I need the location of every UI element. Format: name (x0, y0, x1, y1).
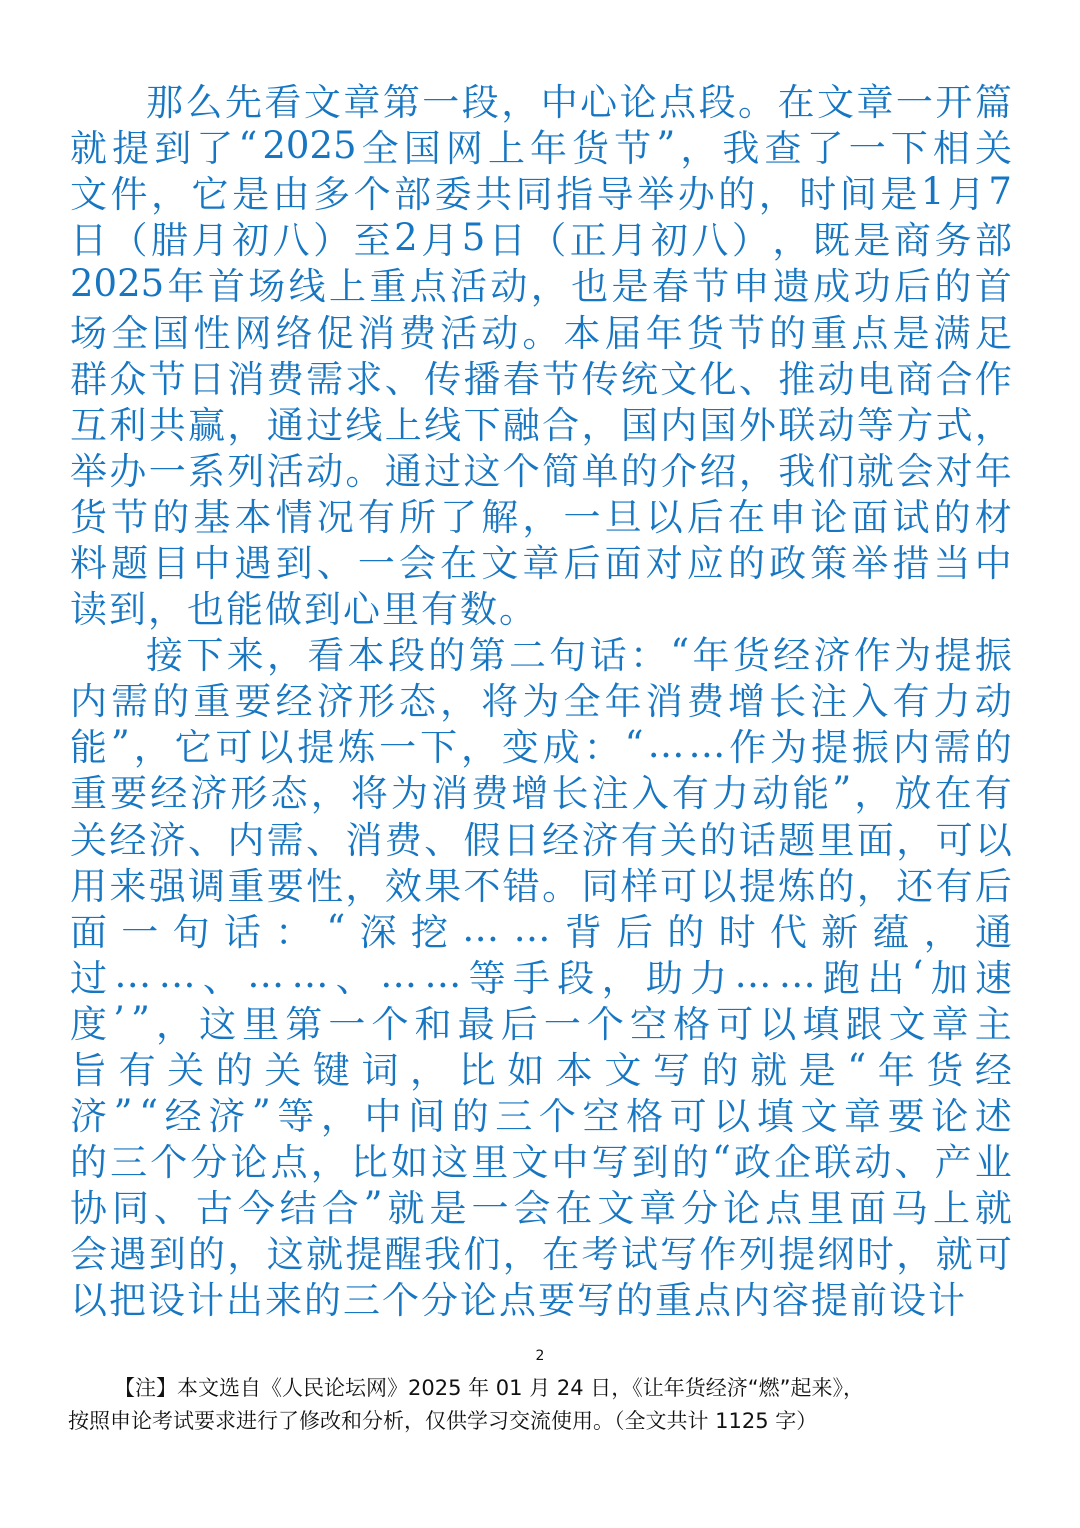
text-line: 旨 有 关 的 关 键 词 ， 比 如 本 文 写 的 就 是 “ 年 货 经 (70, 1045, 1012, 1093)
text-line: 以 把 设 计 出 来 的 三 个 分 论 点 要 写 的 重 点 内 容 提 前 设 计 (70, 1279, 967, 1323)
text-line: 关 经 济 、 内 需 、 消 费 、 假 日 经 济 有 关 的 话 题 里 面 ， 可 以 (70, 818, 1012, 862)
paragraph-central-argument (70, 76, 1012, 632)
text-line: 过 … … 、 … … 、 … … 等 手 段 ， 助 力 … … 跑 出 ‘ 加 速 (70, 953, 1012, 1000)
text-line: 的 三 个 分 论 点 ， 比 如 这 里 文 中 写 到 的 “ 政 企 联 动 、 产 业 (70, 1137, 1012, 1185)
text-line: 读 到 ， 也 能 做 到 心 里 有 数 。 (70, 588, 538, 632)
text-line: 接 下 来 ， 看 本 段 的 第 二 句 话 ： “ 年 货 经 济 作 为 提 振 (146, 630, 1012, 678)
source-note-line-2: 按照申论考试要求进行了修改和分析，仅供学习交流使用。（全文共计 1125 字） (68, 1409, 818, 1433)
text-line: 场 全 国 性 网 络 促 消 费 活 动 。 本 届 年 货 节 的 重 点 是 满 足 (70, 311, 1012, 355)
text-line: 济 ” “ 经 济 ” 等 ， 中 间 的 三 个 空 格 可 以 填 文 章 要 论 述 (70, 1091, 1012, 1139)
source-note (68, 1372, 1012, 1438)
text-line: 用 来 强 调 重 要 性 ， 效 果 不 错 。 同 样 可 以 提 炼 的 ， 还 有 后 (70, 864, 1012, 908)
article-analysis-text (70, 76, 1012, 1321)
text-line: 举 办 一 系 列 活 动 。 通 过 这 个 简 单 的 介 绍 ， 我 们 就 会 对 年 (70, 449, 1012, 493)
text-line: 会 遇 到 的 ， 这 就 提 醒 我 们 ， 在 考 试 写 作 列 提 纲 时 ， 就 可 (70, 1233, 1012, 1277)
source-note-line-1: 【注】本文选自《人民论坛网》2025 年 01 月 24 日，《让年货经济“燃”起来》， (114, 1376, 865, 1400)
text-line: 那 么 先 看 文 章 第 一 段 ， 中 心 论 点 段 。 在 文 章 一 开 篇 (146, 81, 1012, 125)
text-line: 货 节 的 基 本 情 况 有 所 了 解 ， 一 旦 以 后 在 申 论 面 试 的 材 (70, 495, 1012, 539)
paragraph-second-sentence (70, 629, 1012, 1323)
text-line: 日 （ 腊 月 初 八 ） 至 2 月 5 日 （ 正 月 初 八 ） ， 既 是 商 务 部 (70, 215, 1012, 263)
text-line: 度 ’ ” ， 这 里 第 一 个 和 最 后 一 个 空 格 可 以 填 跟 文 章 主 (70, 999, 1012, 1046)
text-line: 群 众 节 日 消 费 需 求 、 传 播 春 节 传 统 文 化 、 推 动 电 商 合 作 (70, 357, 1012, 401)
text-line: 互 利 共 赢 ， 通 过 线 上 线 下 融 合 ， 国 内 国 外 联 动 等 方 式 ， (70, 403, 1012, 447)
page-number: 2 (535, 1348, 545, 1364)
text-line: 2025 年 首 场 线 上 重 点 活 动 ， 也 是 春 节 申 遗 成 功 后 的 首 (70, 261, 1012, 309)
text-line: 就 提 到 了 “ 2025 全 国 网 上 年 货 节 ” ， 我 查 了 一 下 相 关 (70, 123, 1012, 171)
text-line: 料 题 目 中 遇 到 、 一 会 在 文 章 后 面 对 应 的 政 策 举 措 当 中 (70, 541, 1012, 585)
text-line: 能 ” ， 它 可 以 提 炼 一 下 ， 变 成 ： “ … … 作 为 提 振 内 需 的 (70, 722, 1012, 770)
text-line: 协 同 、 古 今 结 合 ” 就 是 一 会 在 文 章 分 论 点 里 面 马 上 就 (70, 1183, 1012, 1231)
text-line: 重 要 经 济 形 态 ， 将 为 消 费 增 长 注 入 有 力 动 能 ” ， 放 在 有 (70, 768, 1012, 816)
text-line: 面 一 句 话 ： “ 深 挖 … … 背 后 的 时 代 新 蕴 ， 通 (70, 907, 1012, 954)
text-line: 内 需 的 重 要 经 济 形 态 ， 将 为 全 年 消 费 增 长 注 入 有 力 动 (70, 680, 1012, 724)
text-line: 文 件 ， 它 是 由 多 个 部 委 共 同 指 导 举 办 的 ， 时 间 是 1 月 7 (70, 169, 1012, 217)
